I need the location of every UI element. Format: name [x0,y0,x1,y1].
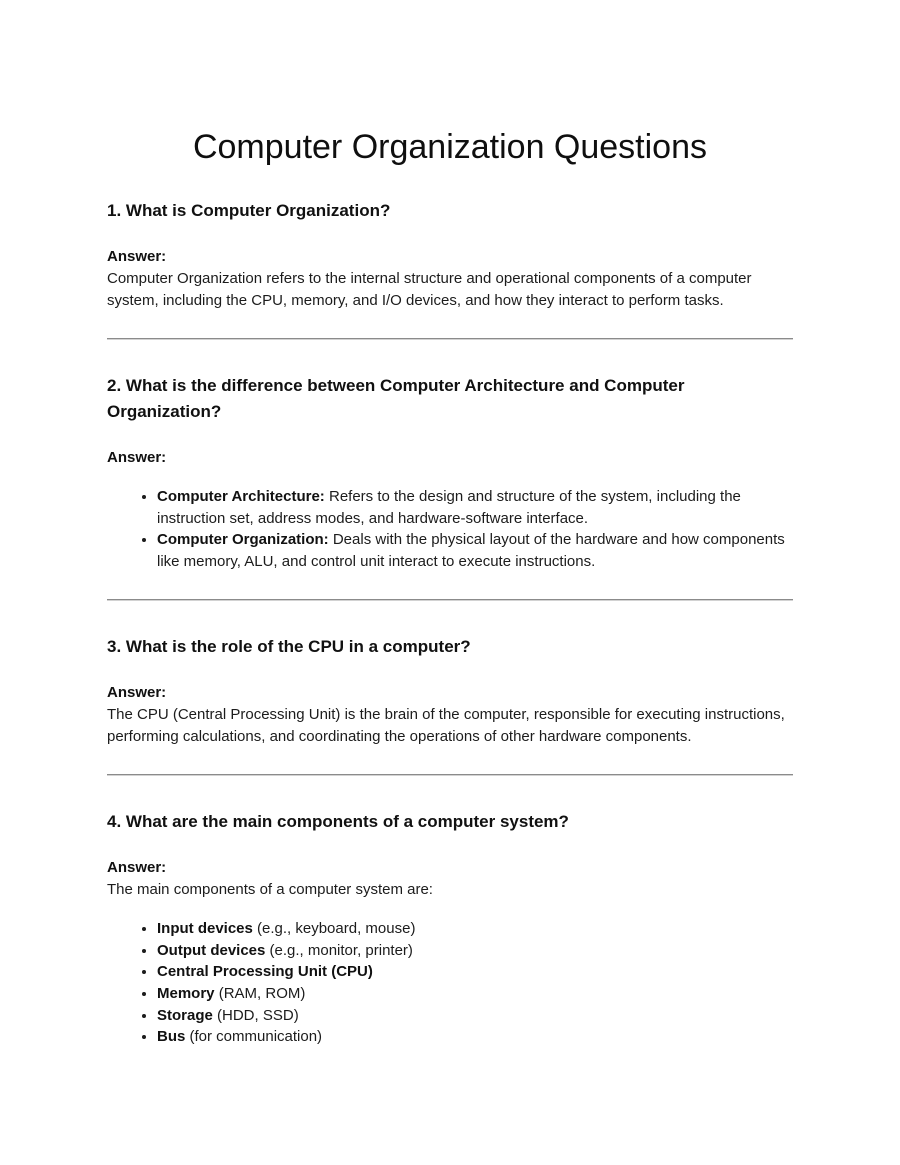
section-divider [107,338,793,340]
answer-list [107,486,793,573]
list-item-term: Storage [157,1006,213,1024]
list-item-detail: (RAM, ROM) [214,984,306,1002]
answer-list [107,918,793,1048]
list-item-term: Computer Organization: [157,531,329,549]
answer-label: Answer: [107,248,167,265]
list-item [157,486,793,529]
list-item [157,940,793,962]
list-item-term: Central Processing Unit (CPU) [157,963,373,981]
document-title: Computer Organization Questions [192,128,708,166]
qa-section-2 [107,373,793,573]
list-item-term: Computer Architecture: [157,488,325,505]
answer-paragraph: Computer Organization refers to the internal structure and operational components of a computer system, including the CPU, memory, and I/O devices, and how they interact to perform tasks. [107,270,752,309]
answer-paragraph: The main components of a computer system are: [107,880,433,898]
list-item-term: Output devices [157,941,266,959]
list-item-detail: (HDD, SSD) [212,1006,299,1024]
section-divider [107,774,793,776]
section-divider [107,599,793,601]
list-item-term: Bus [157,1028,186,1046]
qa-section-4 [107,809,793,1048]
list-item [157,961,793,983]
qa-section-1 [107,198,793,312]
question-heading: 1. What is Computer Organization? [107,201,391,220]
list-item [157,529,793,572]
list-item-detail: (for communication) [185,1028,323,1046]
question-heading: 3. What is the role of the CPU in a computer? [107,636,471,656]
list-item-term: Input devices [157,919,253,937]
answer-paragraph: The CPU (Central Processing Unit) is the brain of the computer, responsible for executing instructions, performing calculations, and coordinating the operations of other hardware components. [107,705,785,745]
question-heading: 4. What are the main components of a computer system? [107,811,569,831]
answer-label: Answer: [107,858,167,876]
answer-label: Answer: [107,683,167,701]
list-item [157,983,793,1005]
list-item-detail: (e.g., keyboard, mouse) [252,919,416,937]
list-item [157,1026,793,1048]
list-item-detail: Deals with the physical layout of the hardware and how components like memory, ALU, and control unit interact to execute instructions. [157,531,785,571]
list-item-term: Memory [157,984,215,1002]
list-item-detail: (e.g., monitor, printer) [265,941,413,959]
question-heading: 2. What is the difference between Computer Architecture and Computer Organization? [107,376,685,421]
list-item-detail: Refers to the design and structure of the system, including the instruction set, address modes, and hardware-software interface. [157,488,741,527]
answer-label: Answer: [107,449,167,466]
list-item [157,1005,793,1027]
qa-section-3 [107,634,793,748]
list-item [157,918,793,940]
